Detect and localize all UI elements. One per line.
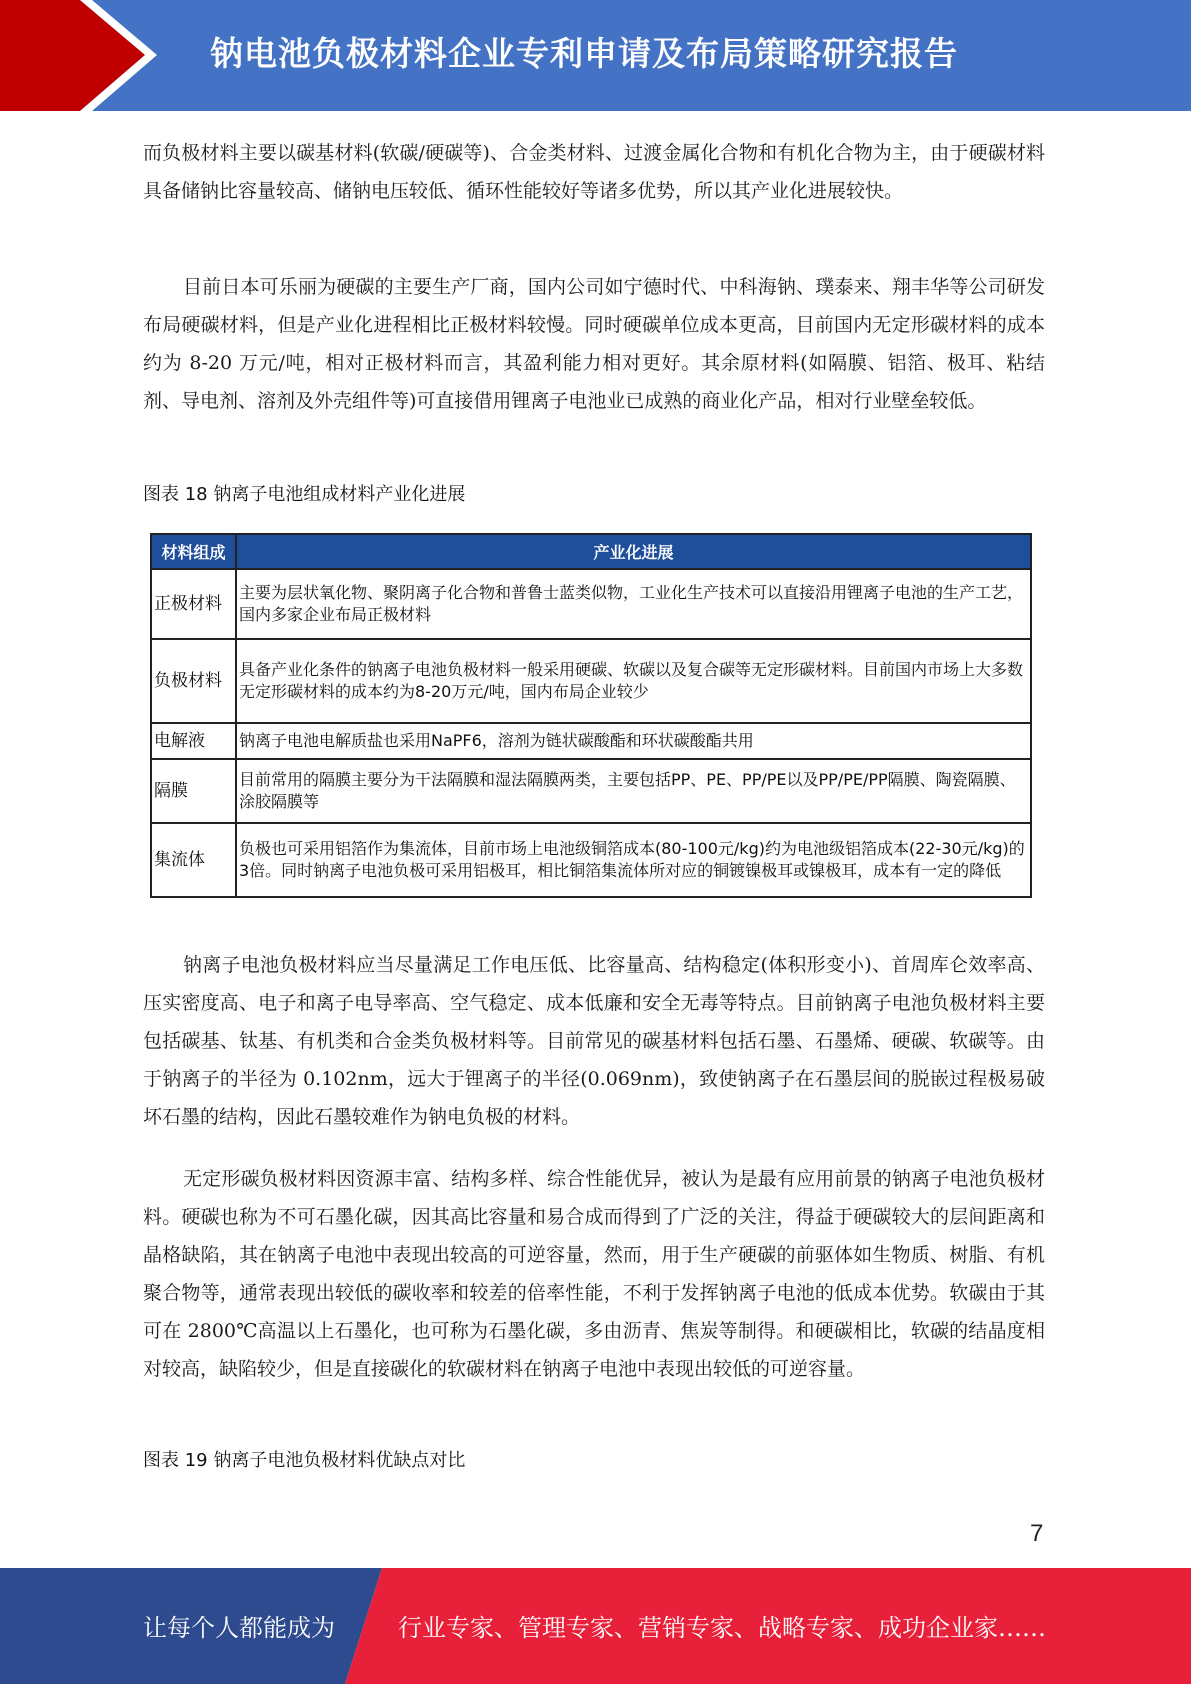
table-cell-progress: 具备产业化条件的钠离子电池负极材料一般采用硬碳、软碳以及复合碳等无定形碳材料。目前国内市场上大多数无定形碳材料的成本约为8-20万元/吨，国内布局企业较少 [236, 639, 1031, 723]
paragraph-1: 而负极材料主要以碳基材料(软碳/硬碳等)、合金类材料、过渡金属化合物和有机化合物为主，由于硬碳材料具备储钠比容量较高、储钠电压较低、循环性能较好等诸多优势，所以其产业化进展较快。 [143, 142, 1045, 202]
table-row [151, 723, 1031, 759]
table-cell-progress: 目前常用的隔膜主要分为干法隔膜和湿法隔膜两类，主要包括PP、PE、PP/PE以及PP/PE/PP隔膜、陶瓷隔膜、涂胶隔膜等 [236, 759, 1031, 823]
table-row [151, 823, 1031, 897]
paragraph-2: 目前日本可乐丽为硬碳的主要生产厂商，国内公司如宁德时代、中科海钠、璞泰来、翔丰华等公司研发布局硬碳材料，但是产业化进程相比正极材料较慢。同时硬碳单位成本更高，目前国内无定形碳材料的成本约为 8-20 万元/吨，相对正极材料而言，其盈利能力相对更好。其余原材料(如隔膜、铝箔、极耳、粘结剂、导电剂、溶剂及外壳组件等)可直接借用锂离子电池业已成熟的商业化产品，相对行业壁垒较低。 [143, 276, 1045, 412]
table-cell-progress: 负极也可采用铝箔作为集流体，目前市场上电池级铜箔成本(80-100元/kg)约为电池级铝箔成本(22-30元/kg)的3倍。同时钠离子电池负极可采用铝极耳，相比铜箔集流体所对应的铜镀镍极耳或镍极耳，成本有一定的降低 [236, 823, 1031, 897]
table-header-progress: 产业化进展 [236, 534, 1031, 569]
table-cell-material: 集流体 [151, 823, 236, 897]
table-header-row [151, 534, 1031, 569]
paragraph-3: 钠离子电池负极材料应当尽量满足工作电压低、比容量高、结构稳定(体积形变小)、首周库仑效率高、压实密度高、电子和离子电导率高、空气稳定、成本低廉和安全无毒等特点。目前钠离子电池负极材料主要包括碳基、钛基、有机类和合金类负极材料等。目前常见的碳基材料包括石墨、石墨烯、硬碳、软碳等。由于钠离子的半径为 0.102nm，远大于锂离子的半径(0.069nm)，致使钠离子在石墨层间的脱嵌过程极易破坏石墨的结构，因此石墨较难作为钠电负极的材料。 [143, 954, 1045, 1128]
page-footer [0, 1568, 1191, 1684]
figure-caption-18: 图表 18 钠离子电池组成材料产业化进展 [143, 484, 466, 505]
table-cell-progress: 钠离子电池电解质盐也采用NaPF6，溶剂为链状碳酸酯和环状碳酸酯共用 [236, 723, 1031, 759]
table-row [151, 759, 1031, 823]
table-cell-material: 正极材料 [151, 569, 236, 639]
footer-slogan-left: 让每个人都能成为 [143, 1614, 335, 1642]
table-cell-material: 负极材料 [151, 639, 236, 723]
page-header [0, 0, 1191, 111]
table-cell-material: 隔膜 [151, 759, 236, 823]
paragraph-4: 无定形碳负极材料因资源丰富、结构多样、综合性能优异，被认为是最有应用前景的钠离子电池负极材料。硬碳也称为不可石墨化碳，因其高比容量和易合成而得到了广泛的关注，得益于硬碳较大的层间距离和晶格缺陷，其在钠离子电池中表现出较高的可逆容量，然而，用于生产硬碳的前驱体如生物质、树脂、有机聚合物等，通常表现出较低的碳收率和较差的倍率性能，不利于发挥钠离子电池的低成本优势。软碳由于其可在 2800℃高温以上石墨化，也可称为石墨化碳，多由沥青、焦炭等制得。和硬碳相比，软碳的结晶度相对较高，缺陷较少，但是直接碳化的软碳材料在钠离子电池中表现出较低的可逆容量。 [143, 1168, 1045, 1380]
report-title: 钠电池负极材料企业专利申请及布局策略研究报告 [210, 34, 958, 73]
page-number: 7 [1030, 1520, 1044, 1547]
materials-table [150, 533, 1032, 898]
figure-caption-19: 图表 19 钠离子电池负极材料优缺点对比 [143, 1450, 466, 1471]
table-row [151, 639, 1031, 723]
table-row [151, 569, 1031, 639]
table-cell-material: 电解液 [151, 723, 236, 759]
table-cell-progress: 主要为层状氧化物、聚阴离子化合物和普鲁士蓝类似物，工业化生产技术可以直接沿用锂离子电池的生产工艺，国内多家企业布局正极材料 [236, 569, 1031, 639]
table-header-material: 材料组成 [151, 534, 236, 569]
footer-slogan-right: 行业专家、管理专家、营销专家、战略专家、成功企业家…… [398, 1614, 1046, 1642]
